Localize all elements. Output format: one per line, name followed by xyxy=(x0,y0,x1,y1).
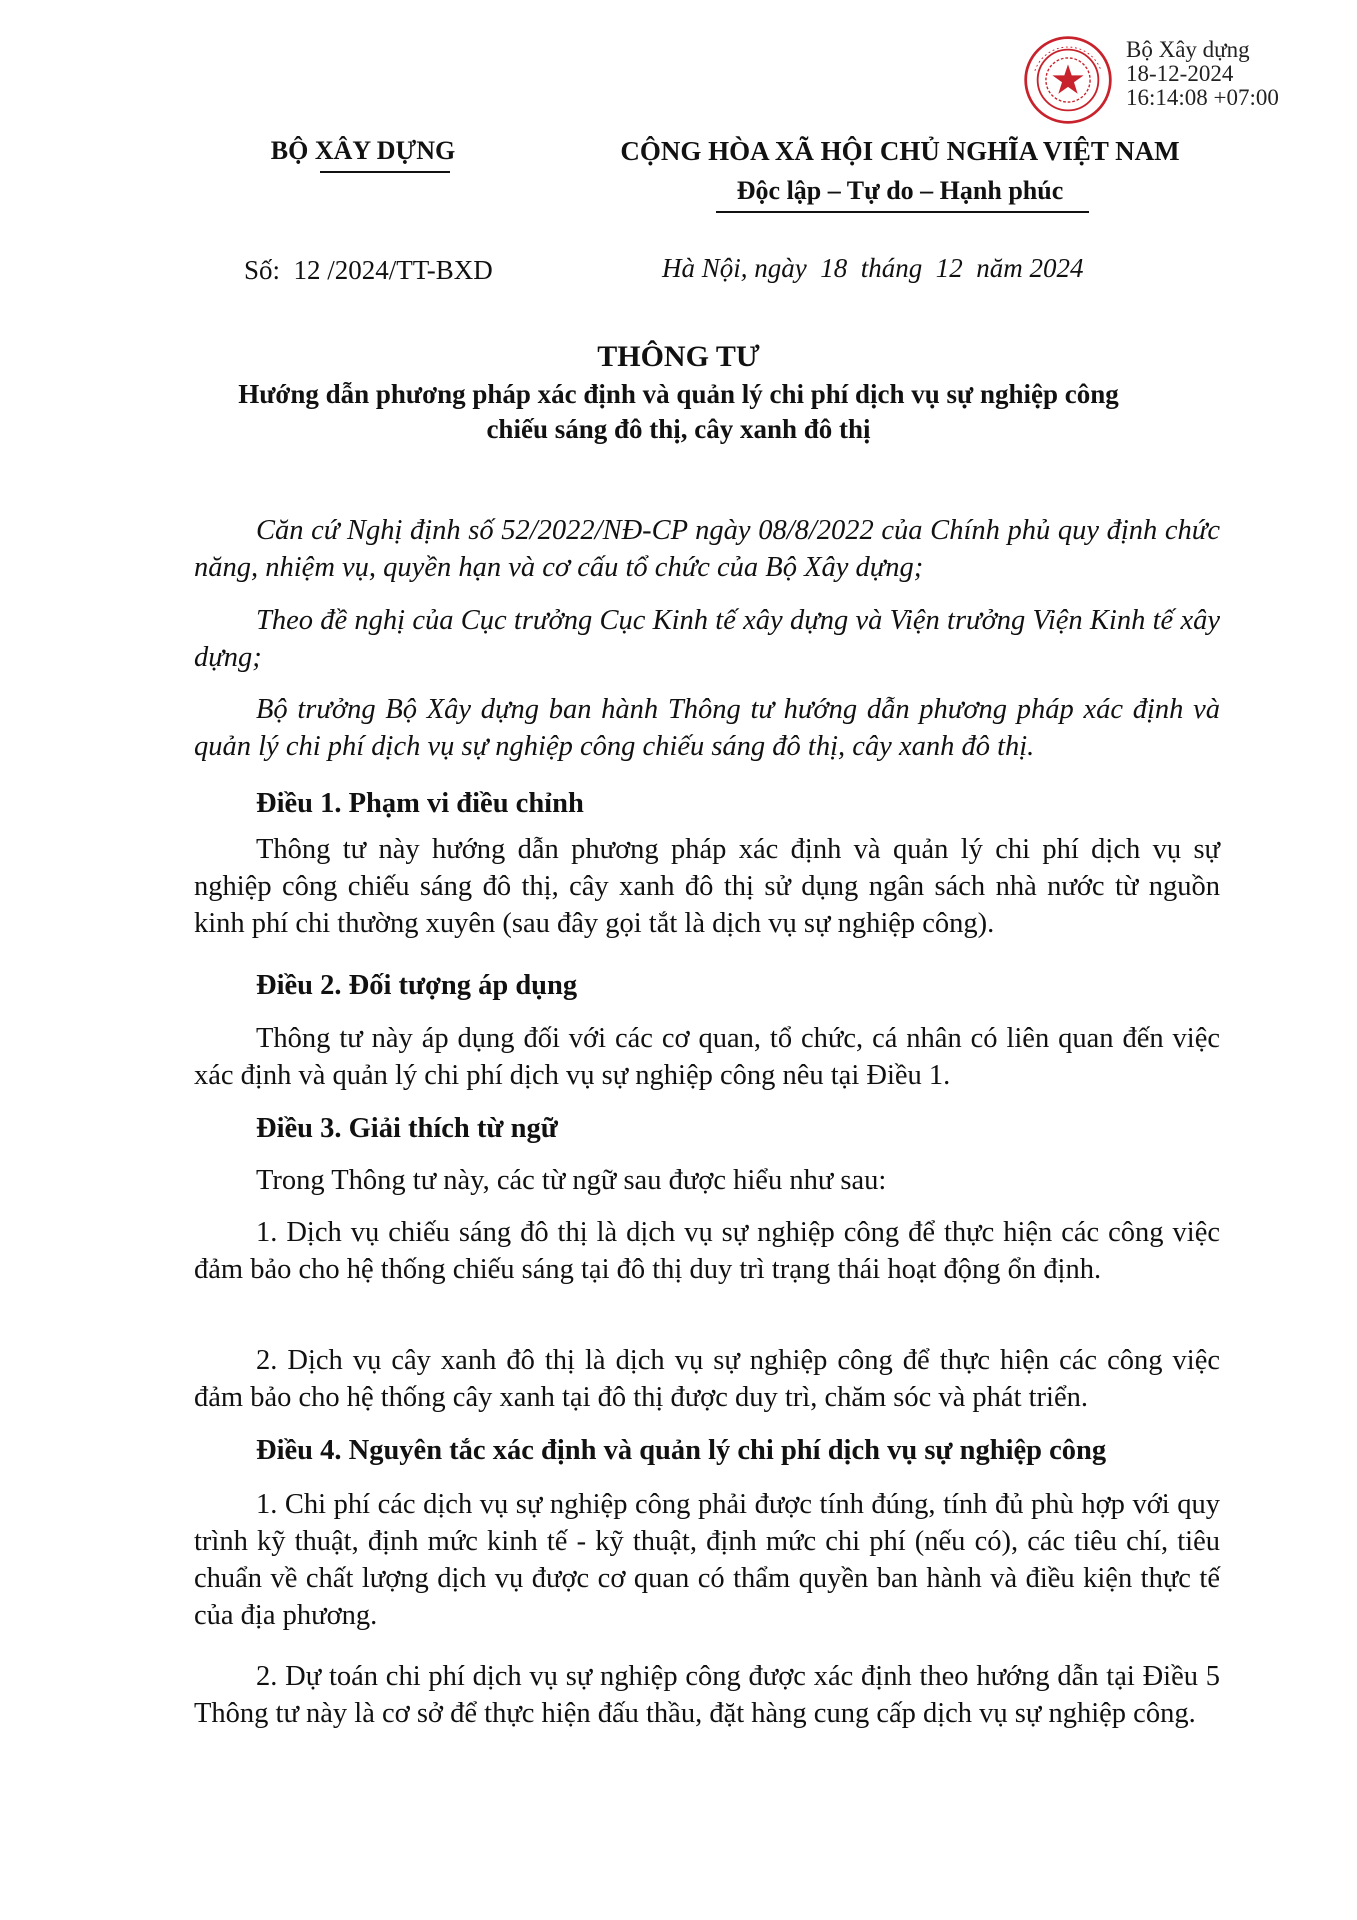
motto-underline xyxy=(716,211,1089,213)
national-motto: Độc lập – Tự do – Hạnh phúc xyxy=(736,176,1064,205)
organization-underline xyxy=(320,171,450,173)
issuing-organization: BỘ XÂY DỰNG xyxy=(270,136,456,165)
signature-time: 16:14:08 +07:00 xyxy=(1126,85,1279,110)
article-heading: Điều 3. Giải thích từ ngữ xyxy=(256,1113,558,1144)
signature-signer: Bộ Xây dựng xyxy=(1126,37,1250,62)
article-paragraph: 2. Dịch vụ cây xanh đô thị là dịch vụ sự nghiệp công để thực hiện các công việc đảm bảo cho hệ thống cây xanh tại đô thị được duy trì, chăm sóc và phát triển. xyxy=(194,1345,1220,1413)
ministry-seal-icon xyxy=(1022,34,1114,126)
document-number: Số: 12 /2024/TT-BXD xyxy=(244,255,493,285)
document-type: THÔNG TƯ xyxy=(597,340,760,373)
article-heading: Điều 2. Đối tượng áp dụng xyxy=(256,970,578,1001)
national-title: CỘNG HÒA XÃ HỘI CHỦ NGHĨA VIỆT NAM xyxy=(620,136,1180,166)
document-title-line-2: chiếu sáng đô thị, cây xanh đô thị xyxy=(486,414,871,444)
preamble-paragraph: Bộ trưởng Bộ Xây dựng ban hành Thông tư hướng dẫn phương pháp xác định và quản lý chi phí dịch vụ sự nghiệp công chiếu sáng đô thị, cây xanh đô thị. xyxy=(194,694,1220,762)
article-heading: Điều 4. Nguyên tắc xác định và quản lý chi phí dịch vụ sự nghiệp công xyxy=(256,1435,1107,1466)
article-paragraph: 1. Chi phí các dịch vụ sự nghiệp công phải được tính đúng, tính đủ phù hợp với quy trình kỹ thuật, định mức kinh tế - kỹ thuật, định mức chi phí (nếu có), các tiêu chí, tiêu chuẩn về chất lượng dịch vụ được cơ quan có thẩm quyền ban hành và điều kiện thực tế của địa phương. xyxy=(194,1489,1220,1631)
article-paragraph: 1. Dịch vụ chiếu sáng đô thị là dịch vụ sự nghiệp công để thực hiện các công việc đảm bảo cho hệ thống chiếu sáng tại đô thị duy trì trạng thái hoạt động ổn định. xyxy=(194,1217,1220,1285)
article-paragraph: 2. Dự toán chi phí dịch vụ sự nghiệp công được xác định theo hướng dẫn tại Điều 5 Thông tư này là cơ sở để thực hiện đấu thầu, đặt hàng cung cấp dịch vụ sự nghiệp công. xyxy=(194,1661,1220,1729)
article-paragraph: Thông tư này áp dụng đối với các cơ quan, tổ chức, cá nhân có liên quan đến việc xác định và quản lý chi phí dịch vụ sự nghiệp công nêu tại Điều 1. xyxy=(194,1023,1220,1091)
document-title-line-1: Hướng dẫn phương pháp xác định và quản lý chi phí dịch vụ sự nghiệp công xyxy=(238,379,1119,409)
preamble-paragraph: Theo đề nghị của Cục trưởng Cục Kinh tế xây dựng và Viện trưởng Viện Kinh tế xây dựng; xyxy=(194,605,1220,673)
preamble-paragraph: Căn cứ Nghị định số 52/2022/NĐ-CP ngày 08/8/2022 của Chính phủ quy định chức năng, nhiệm vụ, quyền hạn và cơ cấu tổ chức của Bộ Xây dựng; xyxy=(194,515,1220,583)
signature-date: 18-12-2024 xyxy=(1126,61,1234,86)
article-paragraph: Thông tư này hướng dẫn phương pháp xác định và quản lý chi phí dịch vụ sự nghiệp công chiếu sáng đô thị, cây xanh đô thị sử dụng ngân sách nhà nước từ nguồn kinh phí chi thường xuyên (sau đây gọi tắt là dịch vụ sự nghiệp công). xyxy=(194,834,1220,939)
place-and-date: Hà Nội, ngày 18 tháng 12 năm 2024 xyxy=(662,253,1084,283)
article-heading: Điều 1. Phạm vi điều chỉnh xyxy=(256,788,584,819)
article-paragraph: Trong Thông tư này, các từ ngữ sau được hiểu như sau: xyxy=(256,1165,887,1196)
digital-signature-text xyxy=(1126,38,1279,110)
